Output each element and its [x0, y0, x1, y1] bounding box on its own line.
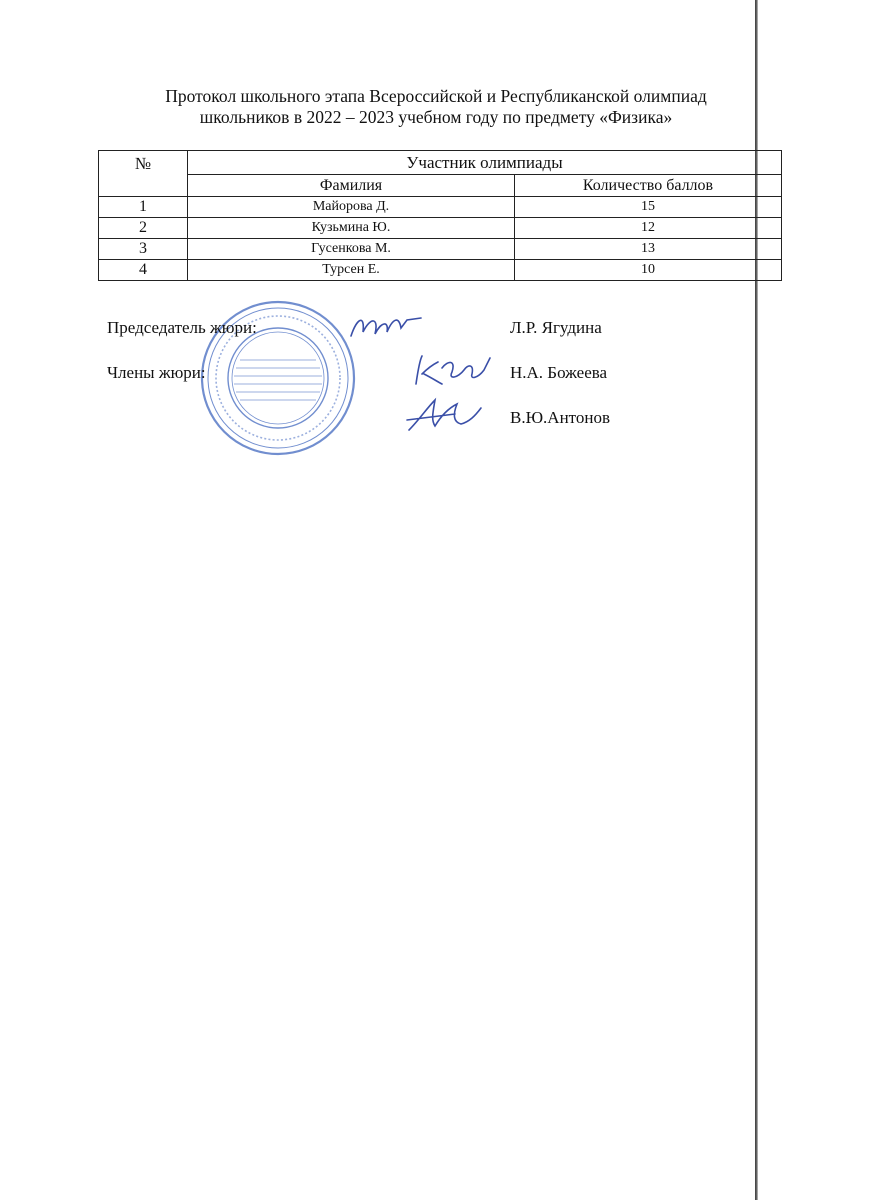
title-line-1: Протокол школьного этапа Всероссийской и Республиканской олимпиад: [165, 86, 707, 106]
member2-signature-icon: [405, 394, 485, 434]
member2-name: В.Ю.Антонов: [510, 408, 611, 427]
header-surname: Фамилия: [188, 175, 515, 197]
row-num: 4: [99, 260, 188, 281]
members-label: Члены жюри:: [107, 363, 206, 382]
chair-label: Председатель жюри:: [107, 318, 257, 337]
member1-name: Н.А. Божеева: [510, 363, 608, 382]
header-participant: Участник олимпиады: [188, 151, 782, 175]
row-score: 13: [515, 239, 782, 260]
title-line-2: школьников в 2022 – 2023 учебном году по предмету «Физика»: [199, 107, 673, 127]
row-name: Турсен Е.: [188, 260, 515, 281]
row-num: 3: [99, 239, 188, 260]
header-score: Количество баллов: [515, 175, 782, 197]
protocol-title: [96, 86, 776, 128]
row-score: 12: [515, 218, 782, 239]
table-row: [99, 239, 782, 260]
table-row: [99, 260, 782, 281]
row-num: 1: [99, 197, 188, 218]
row-name: Кузьмина Ю.: [188, 218, 515, 239]
table-row: [99, 218, 782, 239]
row-name: Гусенкова М.: [188, 239, 515, 260]
chair-signature-icon: [345, 308, 425, 344]
header-num: №: [99, 151, 188, 197]
table-row: [99, 197, 782, 218]
member1-signature-icon: [408, 350, 494, 390]
results-table: [98, 150, 782, 281]
row-name: Майорова Д.: [188, 197, 515, 218]
row-num: 2: [99, 218, 188, 239]
row-score: 15: [515, 197, 782, 218]
chair-name: Л.Р. Ягудина: [510, 318, 602, 337]
row-score: 10: [515, 260, 782, 281]
